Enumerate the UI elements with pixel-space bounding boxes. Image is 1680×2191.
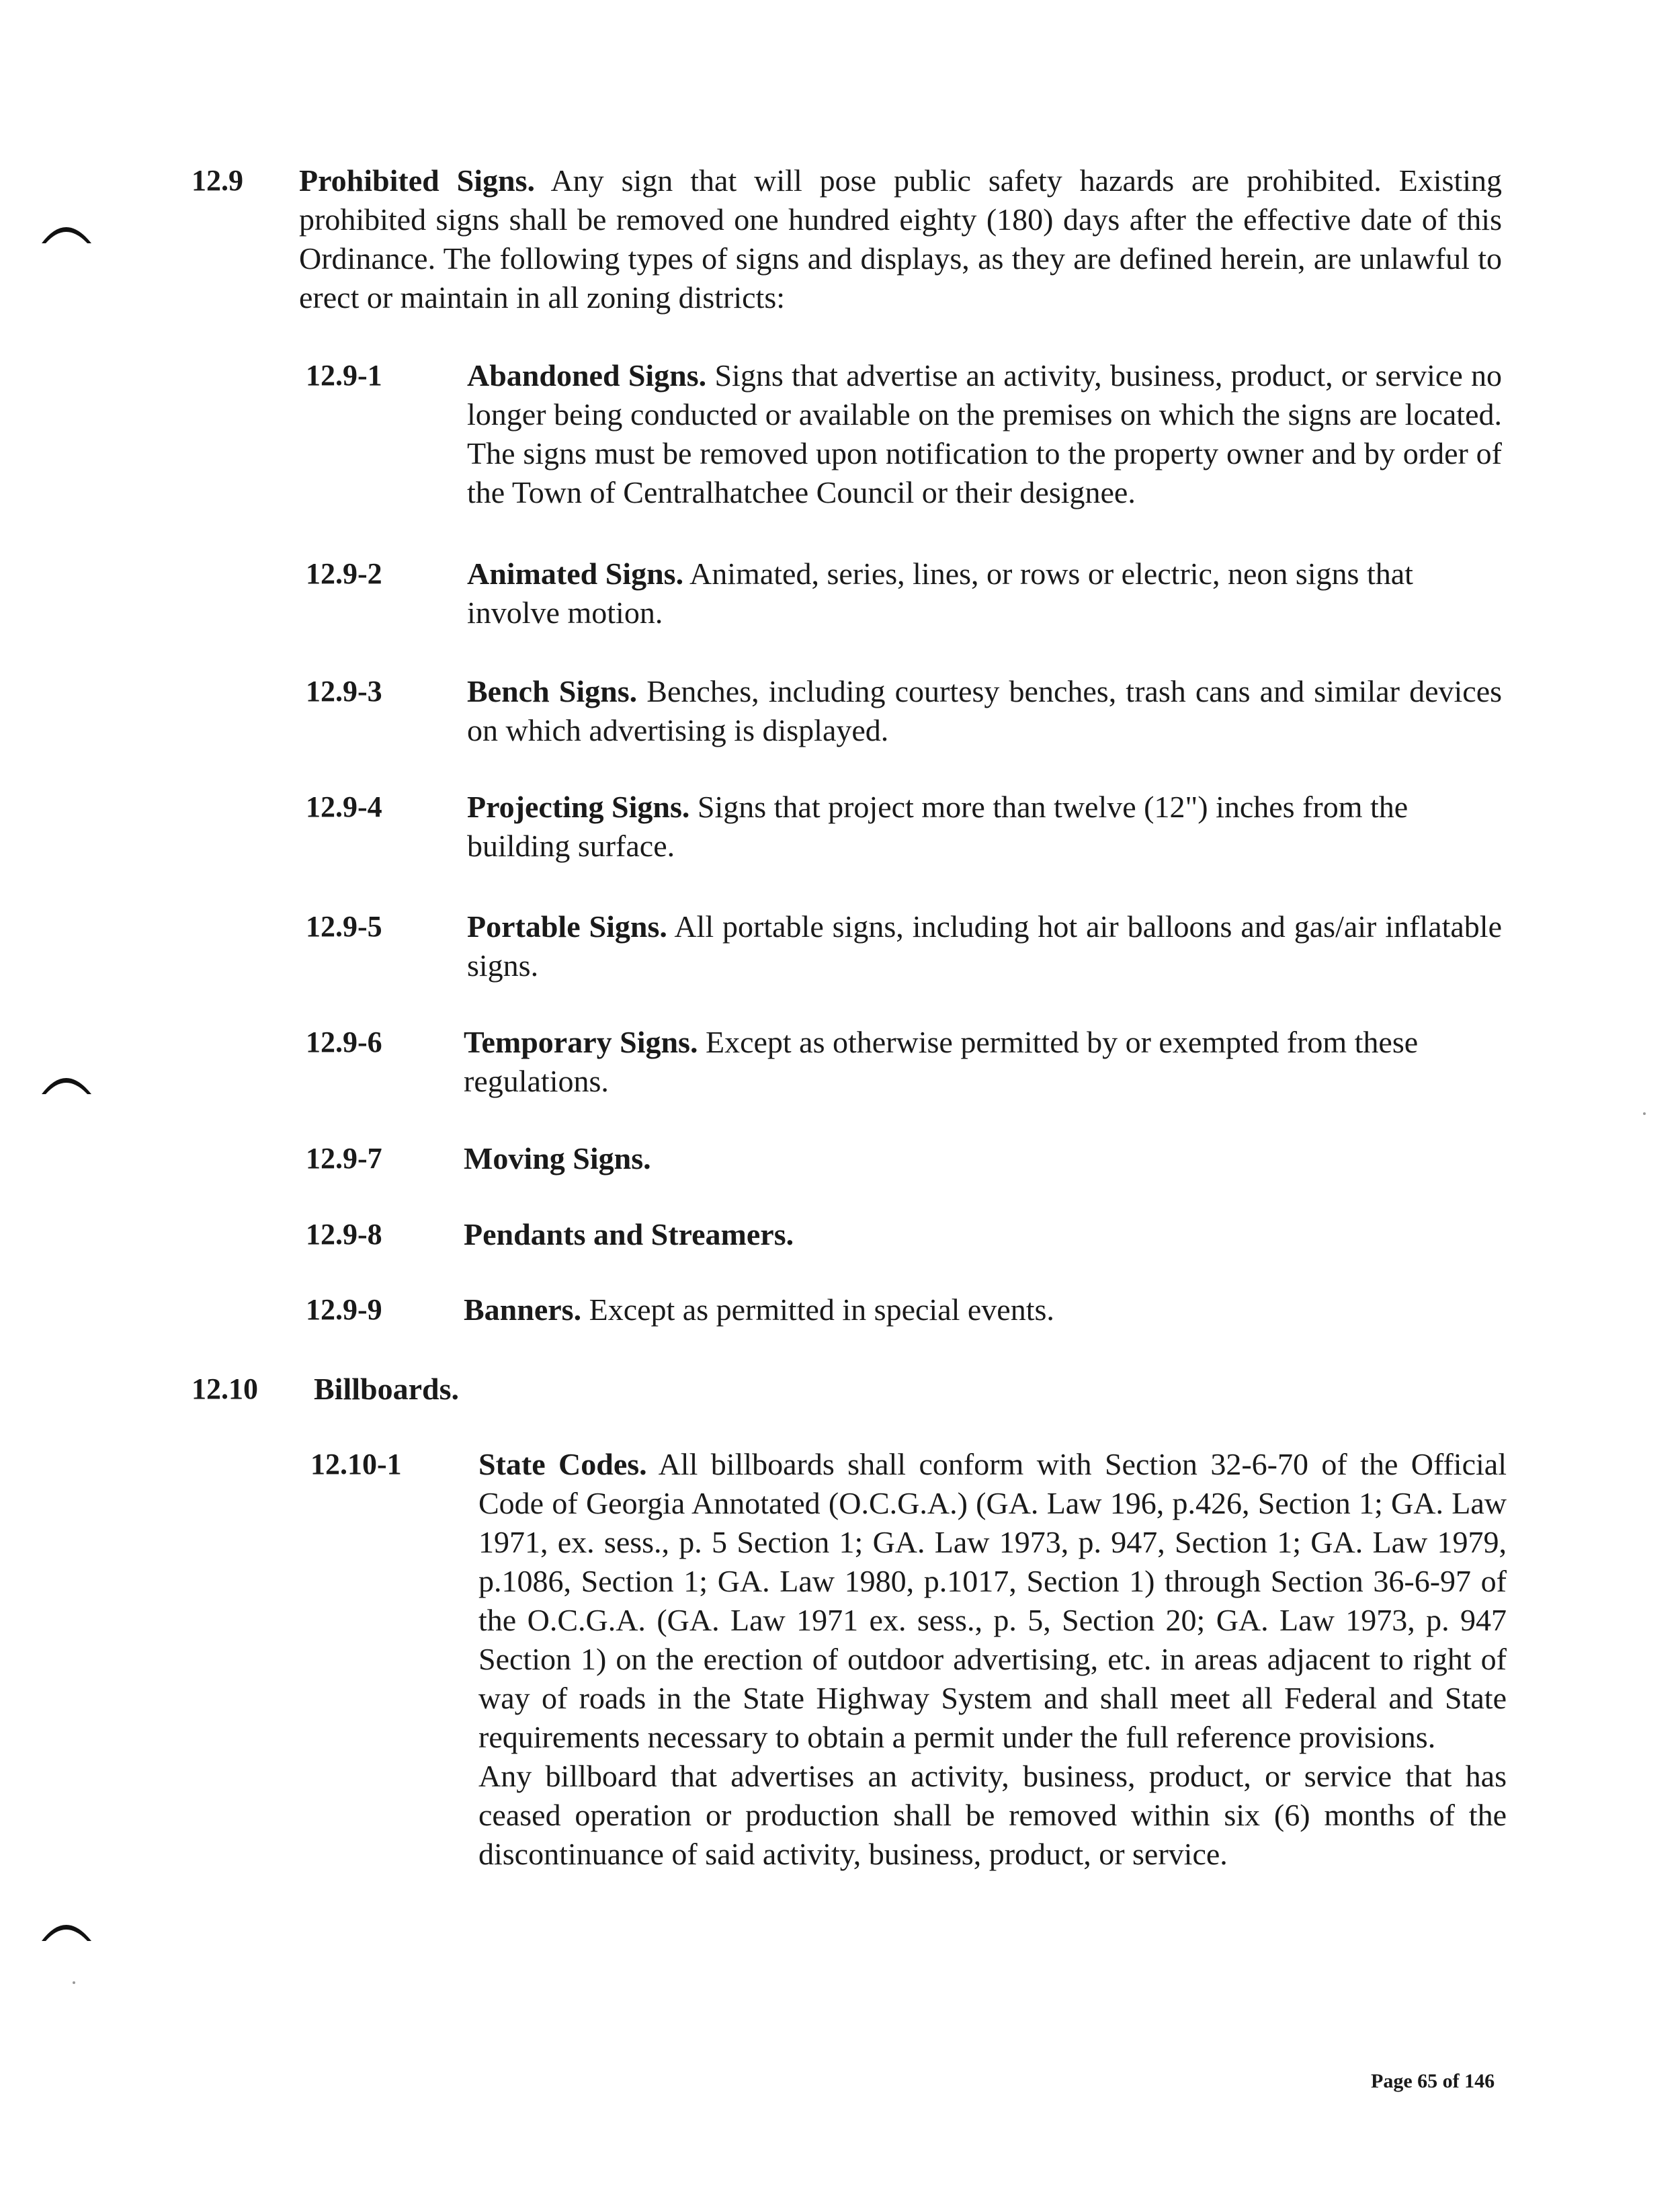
subsection-number: 12.9-2 (306, 557, 382, 590)
scan-speck (1643, 1112, 1646, 1115)
subsection-body (478, 1445, 1507, 1874)
subsection-number: 12.9-3 (306, 675, 382, 708)
subsection-title: Banners. (464, 1292, 582, 1327)
section-body (299, 161, 1502, 317)
punch-hole-mark (39, 1067, 94, 1097)
subsection-text: Except as permitted in special events. (589, 1292, 1054, 1327)
subsection-text: Except as otherwise permitted by or exempted from these regulations. (464, 1025, 1419, 1098)
subsection-title: Bench Signs. (467, 674, 638, 708)
subsection-text: All portable signs, including hot air balloons and gas/air inflatable signs. (467, 909, 1502, 983)
subsection-title: Temporary Signs. (464, 1025, 698, 1059)
subsection-title: Portable Signs. (467, 909, 667, 944)
subsection-body (467, 356, 1502, 512)
subsection-title: Animated Signs. (467, 556, 684, 591)
subsection-number: 12.9-4 (306, 790, 382, 823)
subsection-body (467, 788, 1502, 866)
subsection-text-continued: Any billboard that advertises an activity, business, product, or service that has ceased operation or production shall be removed within six (6) months of the discontinuance of said activity, business, product, or service. (478, 1759, 1507, 1871)
subsection-number: 12.9-7 (306, 1142, 382, 1175)
subsection-text: Animated, series, lines, or rows or electric, neon signs that involve motion. (467, 556, 1413, 630)
subsection-number: 12.9-9 (306, 1293, 382, 1326)
subsection-body (464, 1290, 1499, 1329)
section-title: Prohibited Signs. (299, 163, 536, 198)
subsection-text: Benches, including courtesy benches, trash cans and similar devices on which advertising is displayed. (467, 674, 1503, 747)
subsection-body (467, 672, 1502, 750)
subsection-number: 12.9-5 (306, 910, 382, 943)
punch-hole-mark (39, 216, 94, 246)
section-title: Billboards. (314, 1372, 460, 1406)
section-text: Any sign that will pose public safety hazards are prohibited. Existing prohibited signs shall be removed one hundred eighty (180) days after the effective date of this Ordinance. The following types of signs and displays, as they are defined herein, are unlawful to erect or maintain in all zoning districts: (299, 163, 1503, 315)
page-number: Page 65 of 146 (1371, 2070, 1495, 2092)
subsection-title: Pendants and Streamers. (464, 1217, 794, 1251)
section-number: 12.10 (192, 1372, 258, 1405)
subsection-body (464, 1215, 1499, 1254)
subsection-number: 12.9-1 (306, 359, 382, 392)
section-number: 12.9 (192, 164, 243, 197)
subsection-title: Moving Signs. (464, 1141, 651, 1175)
subsection-text: Signs that project more than twelve (12") inches from the building surface. (467, 790, 1409, 863)
subsection-title: Projecting Signs. (467, 790, 690, 824)
subsection-number: 12.9-6 (306, 1026, 382, 1059)
subsection-number: 12.10-1 (310, 1448, 402, 1481)
subsection-body (464, 1139, 1499, 1178)
subsection-title: Abandoned Signs. (467, 358, 707, 392)
subsection-body (464, 1023, 1499, 1101)
subsection-text: Signs that advertise an activity, business, product, or service no longer being conducted or available on the premises on which the signs are located. The signs must be removed upon notification to the property owner and by order of the Town of Centralhatchee Council or their designee. (467, 358, 1503, 509)
subsection-body (467, 907, 1502, 985)
subsection-number: 12.9-8 (306, 1218, 382, 1251)
punch-hole-mark (39, 1914, 94, 1944)
section-body (314, 1370, 1517, 1409)
scan-speck (73, 1981, 75, 1984)
subsection-body (467, 554, 1502, 632)
subsection-text: All billboards shall conform with Section 32-6-70 of the Official Code of Georgia Annotated (O.C.G.A.) (GA. Law 196, p.426, Section 1; GA. Law 1971, ex. sess., p. 5 Section 1; GA. Law 1973, p. 947, Section 1; GA. Law 1979, p.1086, Section 1; GA. Law 1980, p.1017, Section 1) through Section 36-6-97 of the O.C.G.A. (GA. Law 1971 ex. sess., p. 5, Section 20; GA. Law 1973, p. 947 Section 1) on the erection of outdoor advertising, etc. in areas adjacent to right of way of roads in the State Highway System and shall meet all Federal and State requirements necessary to obtain a permit under the full reference provisions. (478, 1447, 1507, 1754)
subsection-title: State Codes. (478, 1447, 647, 1481)
